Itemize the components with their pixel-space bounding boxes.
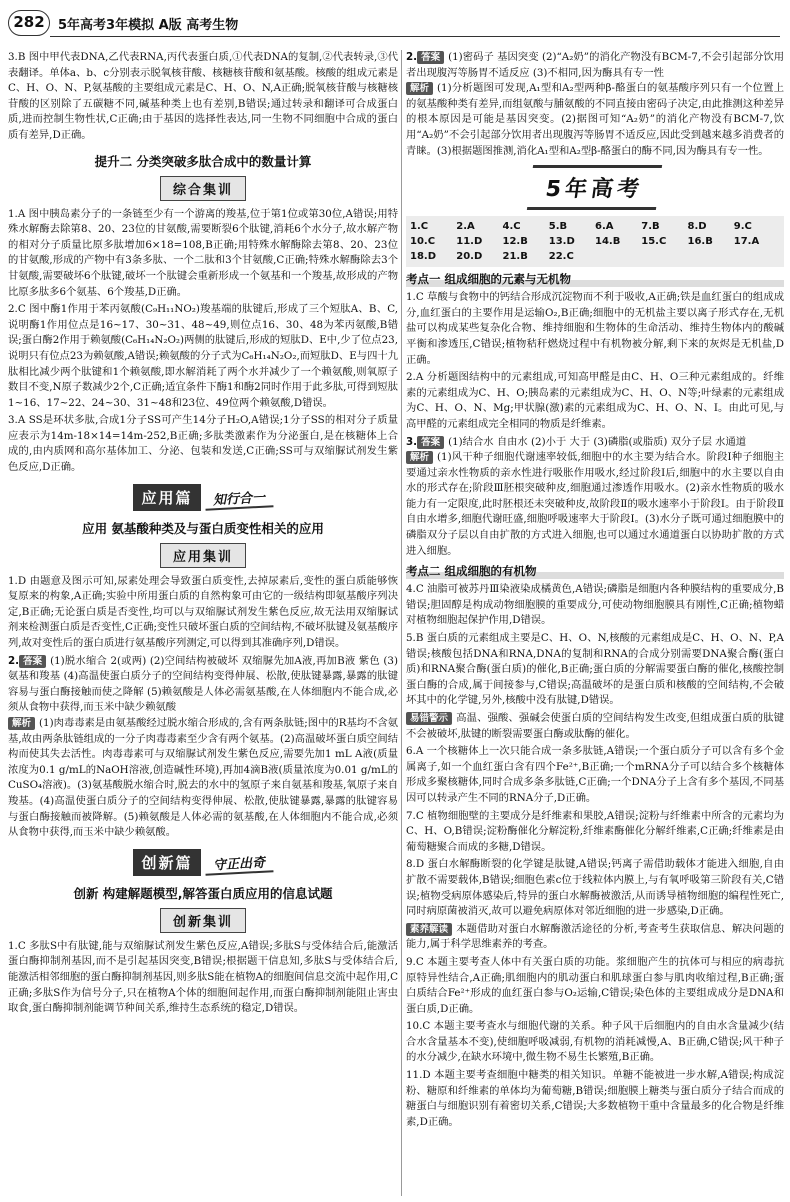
explanation-text: (1)风干种子细胞代谢速率较低,细胞中的水主要为结合水。阶段Ⅰ种子细胞主要通过亲水性物质的亲水性进行吸胀作用吸水,经过阶段Ⅰ后,细胞中的水主要以自由水的形式存在;阶段Ⅲ胚根突破种皮,细胞通过渗透作用吸水。(2)亲水性物质的吸水能力有一定限度,此时胚根还未突破种皮,故阶段Ⅱ的吸水速率小于阶段Ⅰ。由于阶段Ⅱ自由水增多,细胞代谢旺盛,细胞呼吸速率大于阶段Ⅰ。(3)水分子既可通过细胞膜中的磷脂双分子层以自由扩散的方式进入细胞,也可以通过水通道蛋白以协助扩散的方式进入细胞。 <box>406 451 784 557</box>
section-title: 应用 氨基酸种类及与蛋白质变性相关的应用 <box>82 520 324 536</box>
answer-text: (1)脱水缩合 2(或两) (2)空间结构被破坏 双缩脲先加A液,再加B液 紫色 (3)氨基和羧基 (4)高温使蛋白质分子的空间结构变得伸展、松散,使肽键暴露,暴露的肽键容易与蛋白酶接触而使之降解 (5)赖氨酸是人体必需氨基酸,在人体细胞内不能合成,必须从食物中获得,而玉米中缺少赖氨酸 <box>8 654 398 714</box>
topic-heading: 考点二 组成细胞的有机物 <box>406 563 784 579</box>
answer-key: 1.C <box>410 221 429 233</box>
exercise-set-text: 应用集训 <box>160 543 246 568</box>
explanation-tag: 解析 <box>406 82 433 95</box>
answer-item: 1.A 图中胰岛素分子的一条链至少有一个游离的羧基,位于第1位或第30位,A错误;用特殊水解酶去除第8、20、23位的甘氨酸,需要断裂6个肽键,消耗6个水分子,故水解产物的相对分子质量比原多肽增加6×18=108,B正确;用特殊水解酶除去第8、20、23位的甘氨酸,形成的产物中有3条多肽、一个二肽和3个甘氨酸,C正确;特殊水解酶除去3个甘氨酸,需要破坏6个肽键,破坏一个肽键会重新形成一个氨基和一个羧基,故形成的产物比原多肽多6个氨基、6个羧基,D正确。 <box>8 207 398 298</box>
answer-key: 16.B <box>687 236 713 248</box>
innovation-banner <box>8 849 398 876</box>
answer-item: 4.C 油脂可被苏丹Ⅲ染液染成橘黄色,A错误;磷脂是细胞内各种膜结构的重要成分,B错误;胆固醇是构成动物细胞膜的重要成分,可使动物细胞膜具有刚性,C正确;植物蜡对植物细胞起保护作用,D错误。 <box>406 583 784 627</box>
banner-label: 创新篇 <box>133 849 200 876</box>
answer-key: 11.D <box>456 236 483 248</box>
explanation-text: (1)分析题图可发现,A₁型和A₂型两种β-酪蛋白的氨基酸序列只有一个位置上的氨基酸种类有差异,而组氨酸与脯氨酸的不同直接由密码子决定,由此推测这种差异的根本原因是可能是基因突变。(2)据图可知“A₂奶”的消化产物没有BCM-7,饮用“A₂奶”不会引起部分饮用者出现腹泻等肠胃不适反应,因此受到越来越多消费者的青睐。(3)根据题图推测,消化A₁型和A₂型β-酪蛋白的酶不同,因为酶具有专一性。 <box>406 82 784 157</box>
column-divider <box>401 50 402 1196</box>
answer-key: 9.C <box>733 221 752 233</box>
answer-key: 2.A <box>456 221 475 233</box>
answer-key: 22.C <box>548 251 574 263</box>
answer-key: 4.C <box>502 221 521 233</box>
banner-slogan: 守正出奇 <box>204 851 273 876</box>
book-title: 5年高考3年模拟 A版 高考生物 <box>58 18 239 33</box>
answer-item: 1.C 草酸与食物中的钙结合形成沉淀物而不利于吸收,A正确;铁是血红蛋白的组成成分,血红蛋白的主要作用是运输O₂,B正确;细胞中的无机盐主要以离子形式存在,无机盐可以构成某些复杂化合物、维持细胞和生物体的生命活动、维持生物体内的酸碱平衡和渗透压,C错误;植物秸秆燃烧过程中有机物被分解,剩下来的灰烬是无机盐,D正确。 <box>406 291 784 366</box>
explanation-text: (1)肉毒毒素是由氨基酸经过脱水缩合形成的,含有两条肽链;图中的R基均不含氨基,故由两条肽链组成的一分子肉毒毒素至少含有两个氨基。(2)高温破坏蛋白质空间结构而使其失去活性。肉毒毒素可与双缩脲试剂发生紫色反应,需要先加1 mL A液(质量浓度为0.1 g/mL的NaOH溶液,创造碱性环境),再加4滴B液(质量浓度为0.01 g/mL的CuSO₄溶液)。(3)氨基酸脱水缩合时,脱去的水中的氢原子来自氨基和羧基,氧原子来自羧基。(4)高温使蛋白质分子的空间结构变得伸展、松散,使肽键暴露,暴露的肽键容易与蛋白酶接触而被降解。(5)赖氨酸是人体必需的氨基酸,在人体细胞内不能合成,必须从食物中获得,而玉米中缺少赖氨酸。 <box>8 717 398 839</box>
literacy-tag: 素养解读 <box>406 923 452 936</box>
answer-tag: 答案 <box>19 655 46 668</box>
answer-text: (1)结合水 自由水 (2)小于 大于 (3)磷脂(或脂质) 双分子层 水通道 <box>448 435 747 448</box>
answer-item: 1.D 由题意及图示可知,尿素处理会导致蛋白质变性,去掉尿素后,变性的蛋白质能够恢复原来的构象,A正确;实验中所用蛋白质的自然构象可由它的一级结构即氨基酸序列决定,B正确;无论蛋白质是否变性,均可以与双缩脲试剂发生紫色反应,故无法用双缩脲试剂来检测蛋白质是否变性,C正确;变性只破坏蛋白质的空间结构,不破坏肽键及氨基酸序列,故对变性后的蛋白质进行氨基酸序列测定,可以得到其准确序列,D错误。 <box>8 574 398 650</box>
literacy-note <box>406 922 784 953</box>
application-banner <box>8 484 398 511</box>
answer-item: 3.A SS是环状多肽,合成1分子SS可产生14分子H₂O,A错误;1分子SS的相对分子质量应表示为14m-18×14=14m-252,B正确;多肽类激素作为分泌蛋白,是在核糖体上合成的,由内质网和高尔基体加工、分泌、包装和发送,C正确;SS可与双缩脲试剂发生紫色反应,D正确。 <box>8 414 398 474</box>
item-number: 3. <box>406 435 418 448</box>
answer-key: 6.A <box>595 221 614 233</box>
answer-item <box>406 50 784 159</box>
left-column <box>8 50 398 1196</box>
answer-key: 5.B <box>548 221 568 233</box>
answer-text: (1)密码子 基因突变 (2)“A₂奶”的消化产物没有BCM-7,不会引起部分饮用者出现腹泻等肠胃不适反应 (3)不相同,因为酶具有专一性 <box>406 51 784 79</box>
exercise-set-label <box>8 176 398 201</box>
answer-key-grid <box>406 216 784 267</box>
answer-item: 6.A 一个核糖体上一次只能合成一条多肽链,A错误;一个蛋白质分子可以含有多个金属离子,如一个血红蛋白含有四个Fe²⁺,B正确;一个mRNA分子可以结合多个核糖体形成多聚核糖体,同时合成多条多肽链,C正确;一个DNA分子上含有多个基因,不同基因可以转录产生不同的RNA分子,D正确。 <box>406 745 784 804</box>
answer-item: 7.C 植物细胞壁的主要成分是纤维素和果胶,A错误;淀粉与纤维素中所含的元素均为C、H、O,B错误;淀粉酶催化分解淀粉,纤维素酶催化分解纤维素,C正确;纤维素是由葡萄糖聚合而成的多糖,D错误。 <box>406 809 784 853</box>
warning-tag: 易错警示 <box>406 712 452 725</box>
five-year-heading-text: 5年高考 <box>527 165 663 210</box>
answer-item <box>406 435 784 560</box>
answer-item: 8.D 蛋白水解酶断裂的化学键是肽键,A错误;钙离子需借助载体才能进入细胞,自由扩散不需要载体,B错误;细胞色素c位于线粒体内膜上,与有氧呼吸第三阶段有关,C错误;植物受病原体感染后,特异的蛋白水解酶被激活,从而诱导植物细胞的编程性死亡,同时病原菌被消灭,故可以避免病原体对邻近细胞的进一步感染,D正确。 <box>406 858 784 918</box>
answer-item: 3.B 图中甲代表DNA,乙代表RNA,丙代表蛋白质,①代表DNA的复制,②代表转录,③代表翻译。单体a、b、c分别表示脱氧核苷酸、核糖核苷酸和氨基酸。核酸的组成元素是C、H、O、N、P,氨基酸的主要组成元素是C、H、O、N,A正确;脱氧核苷酸与核糖核苷酸的区别除了五碳糖不同,碱基种类上也有差别,B错误;通过转录和翻译可合成蛋白质,进而控制生物性状,C正确;由于基因的选择性表达,同一生物不同细胞中合成的蛋白质有差异,D正确。 <box>8 51 398 141</box>
answer-key: 7.B <box>641 221 660 233</box>
answer-item: 9.C 本题主要考查人体中有关蛋白质的功能。浆细胞产生的抗体可与相应的病毒抗原特异性结合,A正确;肌细胞内的肌动蛋白和肌球蛋白参与肌肉收缩过程,B正确;蛋白质结合Fe²⁺形成的血红蛋白参与O₂运输,C错误;染色体的主要组成成分是DNA和蛋白质,D正确。 <box>406 955 784 1015</box>
exercise-set-label <box>8 908 398 933</box>
exercise-set-label <box>8 543 398 568</box>
exercise-set-text: 创新集训 <box>160 908 246 933</box>
section-title: 提升二 分类突破多肽合成中的数量计算 <box>94 153 312 169</box>
answer-item: 10.C 本题主要考查水与细胞代谢的关系。种子风干后细胞内的自由水含量减少(结合水含量基本不变),使细胞呼吸减弱,有机物的消耗减慢,A、B正确,C错误;风干种子的水分减少,在缺水环境中,微生物不易生长繁殖,B正确。 <box>406 1020 784 1064</box>
exercise-set-text: 综合集训 <box>160 176 246 201</box>
banner-slogan: 知行合一 <box>204 486 273 511</box>
answer-item: 11.D 本题主要考查细胞中糖类的相关知识。单糖不能被进一步水解,A错误;构成淀粉、糖原和纤维素的单体均为葡萄糖,B错误;细胞膜上糖类与蛋白质分子结合而成的糖蛋白与细胞识别有着密切关系,C错误;大多数植物干重中含量最多的化合物是纤维素,D正确。 <box>406 1069 784 1128</box>
section-title: 创新 构建解题模型,解答蛋白质应用的信息试题 <box>73 885 333 901</box>
answer-key: 15.C <box>641 236 667 248</box>
header-rule <box>50 36 780 37</box>
answer-item <box>8 654 398 841</box>
answer-key: 12.B <box>502 236 528 248</box>
right-column <box>406 50 784 1196</box>
answer-key: 18.D <box>410 251 437 263</box>
warning-note <box>406 711 784 742</box>
page-number: 282 <box>8 10 50 36</box>
answer-key: 10.C <box>410 236 436 248</box>
answer-key: 13.D <box>548 236 575 248</box>
explanation-tag: 解析 <box>8 717 35 730</box>
answer-key: 21.B <box>502 251 528 263</box>
answer-key: 14.B <box>595 236 621 248</box>
topic-heading: 考点一 组成细胞的元素与无机物 <box>406 271 784 287</box>
answer-key: 17.A <box>733 236 760 248</box>
answer-tag: 答案 <box>417 51 444 64</box>
banner-label: 应用篇 <box>133 484 200 511</box>
item-number: 2. <box>406 51 418 63</box>
answer-item: 2.A 分析题图结构中的元素组成,可知高甲醛是由C、H、O三种元素组成的。纤维素的元素组成为C、H、O;胰岛素的元素组成为C、H、O、N等;叶绿素的元素组成为C、H、O、N、Mg;甲状腺(激)素的元素组成为C、H、O、N、I。由此可见,与高甲醛的元素组成完全相同的物质是纤维素。 <box>406 371 784 430</box>
warning-text: 高温、强酸、强碱会使蛋白质的空间结构发生改变,但组成蛋白质的肽键不会被破坏,肽键的断裂需要蛋白酶或肽酶的催化。 <box>406 712 784 740</box>
five-year-heading <box>406 165 784 210</box>
answer-tag: 答案 <box>417 436 444 449</box>
answer-item: 2.C 图中酶1作用于苯丙氨酸(C₉H₁₁NO₂)羧基端的肽键后,形成了三个短肽A、B、C,说明酶1作用位点是16~17、30~31、48~49,则位点16、30、48为苯丙氨酸,B错误;蛋白酶2作用于赖氨酸(C₆H₁₄N₂O₂)两侧的肽键后,形成的短肽D、E中,少了位点23,说明只有位点23为赖氨酸,A错误;赖氨酸的分子式为C₆H₁₄N₂O₂,而短肽D、E与四十九肽相比减少两个肽键和1个赖氨酸,即水解消耗了两个水并减少了一个赖氨酸,则氧原子数目不变,N原子数减少2个,C正确;适宜条件下酶1和酶2同时作用于此多肽,可得到短肽1~16、17~22、24~30、31~48和23位、49位两个赖氨酸,D错误。 <box>8 303 398 409</box>
answer-key: 20.D <box>456 251 483 263</box>
item-number: 2. <box>8 654 20 667</box>
answer-item: 1.C 多肽S中有肽键,能与双缩脲试剂发生紫色反应,A错误;多肽S与受体结合后,能激活蛋白酶抑制剂基因,而不是引起基因突变,B错误;根据题干信息知,多肽S与受体结合后,能激活相邻细胞的蛋白酶抑制剂基因,则多肽S能在植物A的细胞间信息交流中起作用,C正确;多肽S作为信号分子,只在植物A个体的细胞间起作用,而蛋白酶抑制剂能阻止害虫取食,蛋白酶抑制剂能调节种间关系,维持生态系统的稳定,D错误。 <box>8 939 398 1015</box>
explanation-tag: 解析 <box>406 451 433 464</box>
page-header <box>0 0 790 44</box>
answer-key: 8.D <box>687 221 707 233</box>
literacy-text: 本题借助对蛋白水解酶激活途径的分析,考查考生获取信息、解决问题的能力,属于科学思维素养的考查。 <box>406 922 784 951</box>
answer-item: 5.B 蛋白质的元素组成主要是C、H、O、N,核酸的元素组成是C、H、O、N、P,A错误;核酸包括DNA和RNA,DNA的复制和RNA的合成分别需要DNA聚合酶(蛋白质)和RNA聚合酶(蛋白质)的催化,B正确;蛋白质的分解需要蛋白酶的催化,核酸控制蛋白酶的合成,属于间接参与,C错误;高温破坏的是蛋白质和核酸的空间结构,不会破坏其中的化学键,另外,核酸中没有肽键,D错误。 <box>406 632 784 707</box>
